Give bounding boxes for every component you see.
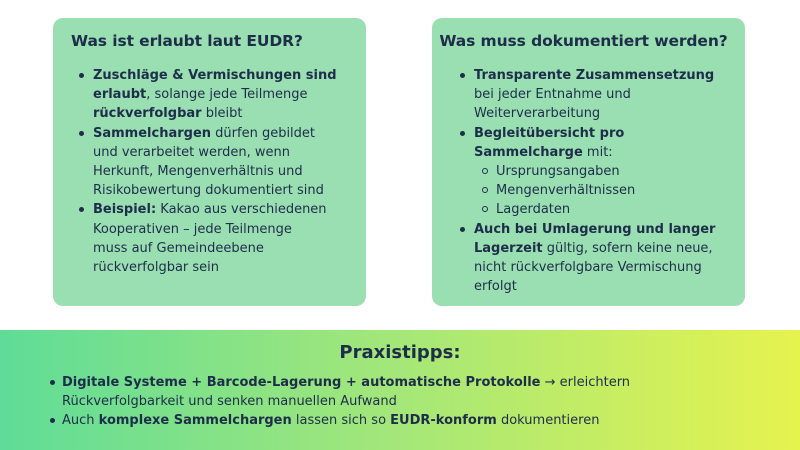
tips-title: Praxistipps: — [339, 342, 461, 363]
card-documentation — [432, 18, 745, 306]
sub-list-item: Ursprungsangaben — [496, 162, 735, 181]
list-item: Sammelchargen dürfen gebildet und verarbeitet werden, wenn Herkunft, Mengenverhältnis und Risikobewertung dokumentiert sind — [93, 124, 352, 201]
sub-list-item: Mengenverhältnissen — [496, 181, 735, 200]
list-item: Zuschläge & Vermischungen sind erlaubt, solange jede Teilmenge rückverfolgbar bleibt — [93, 66, 352, 124]
tips-list — [62, 373, 630, 431]
tip-item: Digitale Systeme + Barcode-Lagerung + automatische Protokolle → erleichtern Rückverfolgbarkeit und senken manuellen Aufwand — [62, 373, 630, 411]
card-allowed-title: Was ist erlaubt laut EUDR? — [71, 32, 303, 50]
tips-banner — [0, 330, 800, 450]
list-item: Auch bei Umlagerung und langer Lagerzeit gültig, sofern keine neue, nicht rückverfolgbare Vermischung erfolgt — [474, 220, 735, 297]
card-allowed — [53, 18, 366, 306]
tip-item: Auch komplexe Sammelchargen lassen sich so EUDR-konform dokumentieren — [62, 411, 630, 430]
sub-list-item: Lagerdaten — [496, 200, 735, 219]
list-item: Beispiel: Kakao aus verschiedenen Kooperativen – jede Teilmenge muss auf Gemeindeebene rückverfolgbar sein — [93, 200, 352, 277]
card-documentation-title: Was muss dokumentiert werden? — [439, 32, 728, 50]
list-item: Transparente Zusammensetzung bei jeder Entnahme und Weiterverarbeitung — [474, 66, 735, 124]
list-item: Begleitübersicht pro Sammelcharge mit: Ursprungsangaben Mengenverhältnissen Lagerdaten — [474, 124, 735, 220]
sub-list — [474, 162, 735, 220]
allowed-list — [71, 66, 352, 277]
documentation-list — [452, 66, 735, 296]
